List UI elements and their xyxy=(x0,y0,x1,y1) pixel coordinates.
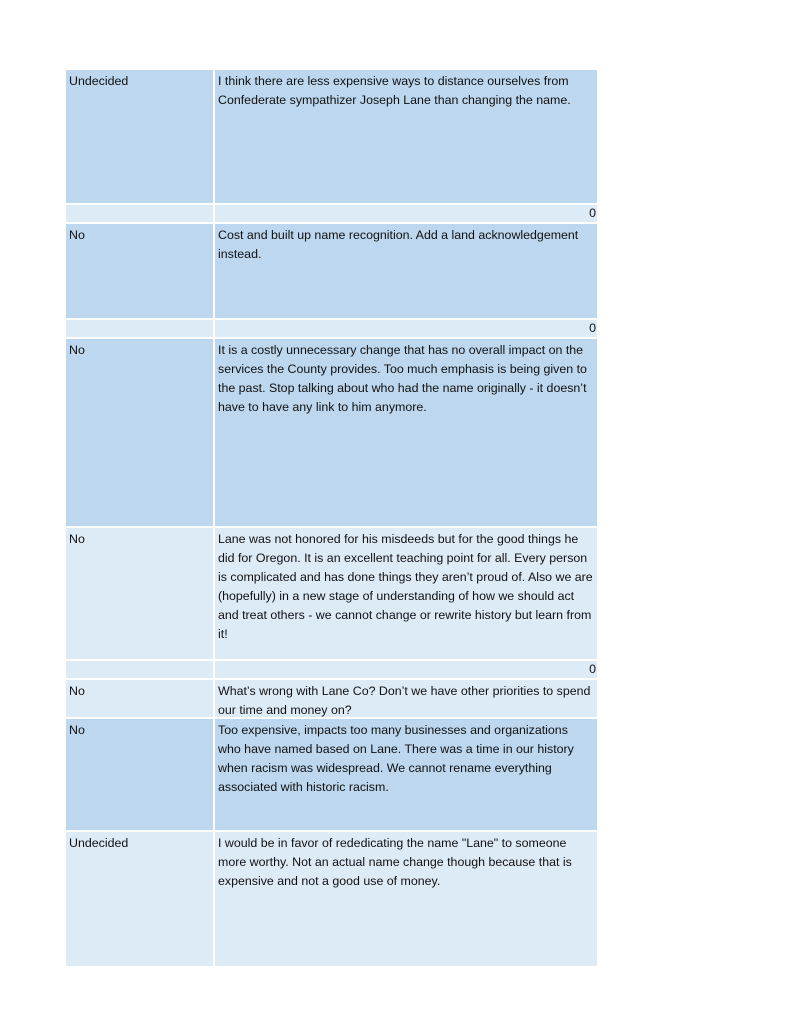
response-cell: No xyxy=(66,224,213,318)
count-cell: 0 xyxy=(215,320,597,337)
response-cell: No xyxy=(66,719,213,830)
comment-cell: I would be in favor of rededicating the name "Lane" to someone more worthy. Not an actual name change though because that is expensive and not a good use of money. xyxy=(215,832,597,966)
table-row xyxy=(66,680,597,719)
comment-cell: What’s wrong with Lane Co? Don’t we have other priorities to spend our time and money on? xyxy=(215,680,597,717)
response-cell xyxy=(66,320,213,337)
table-row xyxy=(66,528,597,661)
count-cell: 0 xyxy=(215,661,597,678)
comment-cell: Lane was not honored for his misdeeds but for the good things he did for Oregon. It is an excellent teaching point for all. Every person is complicated and has done things they aren’t proud of. Also we are (hopefully) in a new stage of understanding of how we should act and treat others - we cannot change or rewrite history but learn from it! xyxy=(215,528,597,659)
response-cell: Undecided xyxy=(66,70,213,203)
table-row xyxy=(66,70,597,205)
table-row xyxy=(66,205,597,224)
spreadsheet-table xyxy=(66,70,597,966)
comment-cell: I think there are less expensive ways to distance ourselves from Confederate sympathizer Joseph Lane than changing the name. xyxy=(215,70,597,203)
response-cell: Undecided xyxy=(66,832,213,966)
table-row xyxy=(66,719,597,832)
table-row xyxy=(66,661,597,680)
count-cell: 0 xyxy=(215,205,597,222)
comment-cell: It is a costly unnecessary change that has no overall impact on the services the County provides. Too much emphasis is being given to the past. Stop talking about who had the name originally - it doesn’t have to have any link to him anymore. xyxy=(215,339,597,526)
table-row xyxy=(66,339,597,528)
table-row xyxy=(66,832,597,966)
table-row xyxy=(66,320,597,339)
comment-cell: Cost and built up name recognition. Add a land acknowledgement instead. xyxy=(215,224,597,318)
response-cell xyxy=(66,661,213,678)
response-cell: No xyxy=(66,339,213,526)
response-cell: No xyxy=(66,680,213,717)
response-cell xyxy=(66,205,213,222)
table-row xyxy=(66,224,597,320)
comment-cell: Too expensive, impacts too many businesses and organizations who have named based on Lane. There was a time in our history when racism was widespread. We cannot rename everything associated with historic racism. xyxy=(215,719,597,830)
response-cell: No xyxy=(66,528,213,659)
